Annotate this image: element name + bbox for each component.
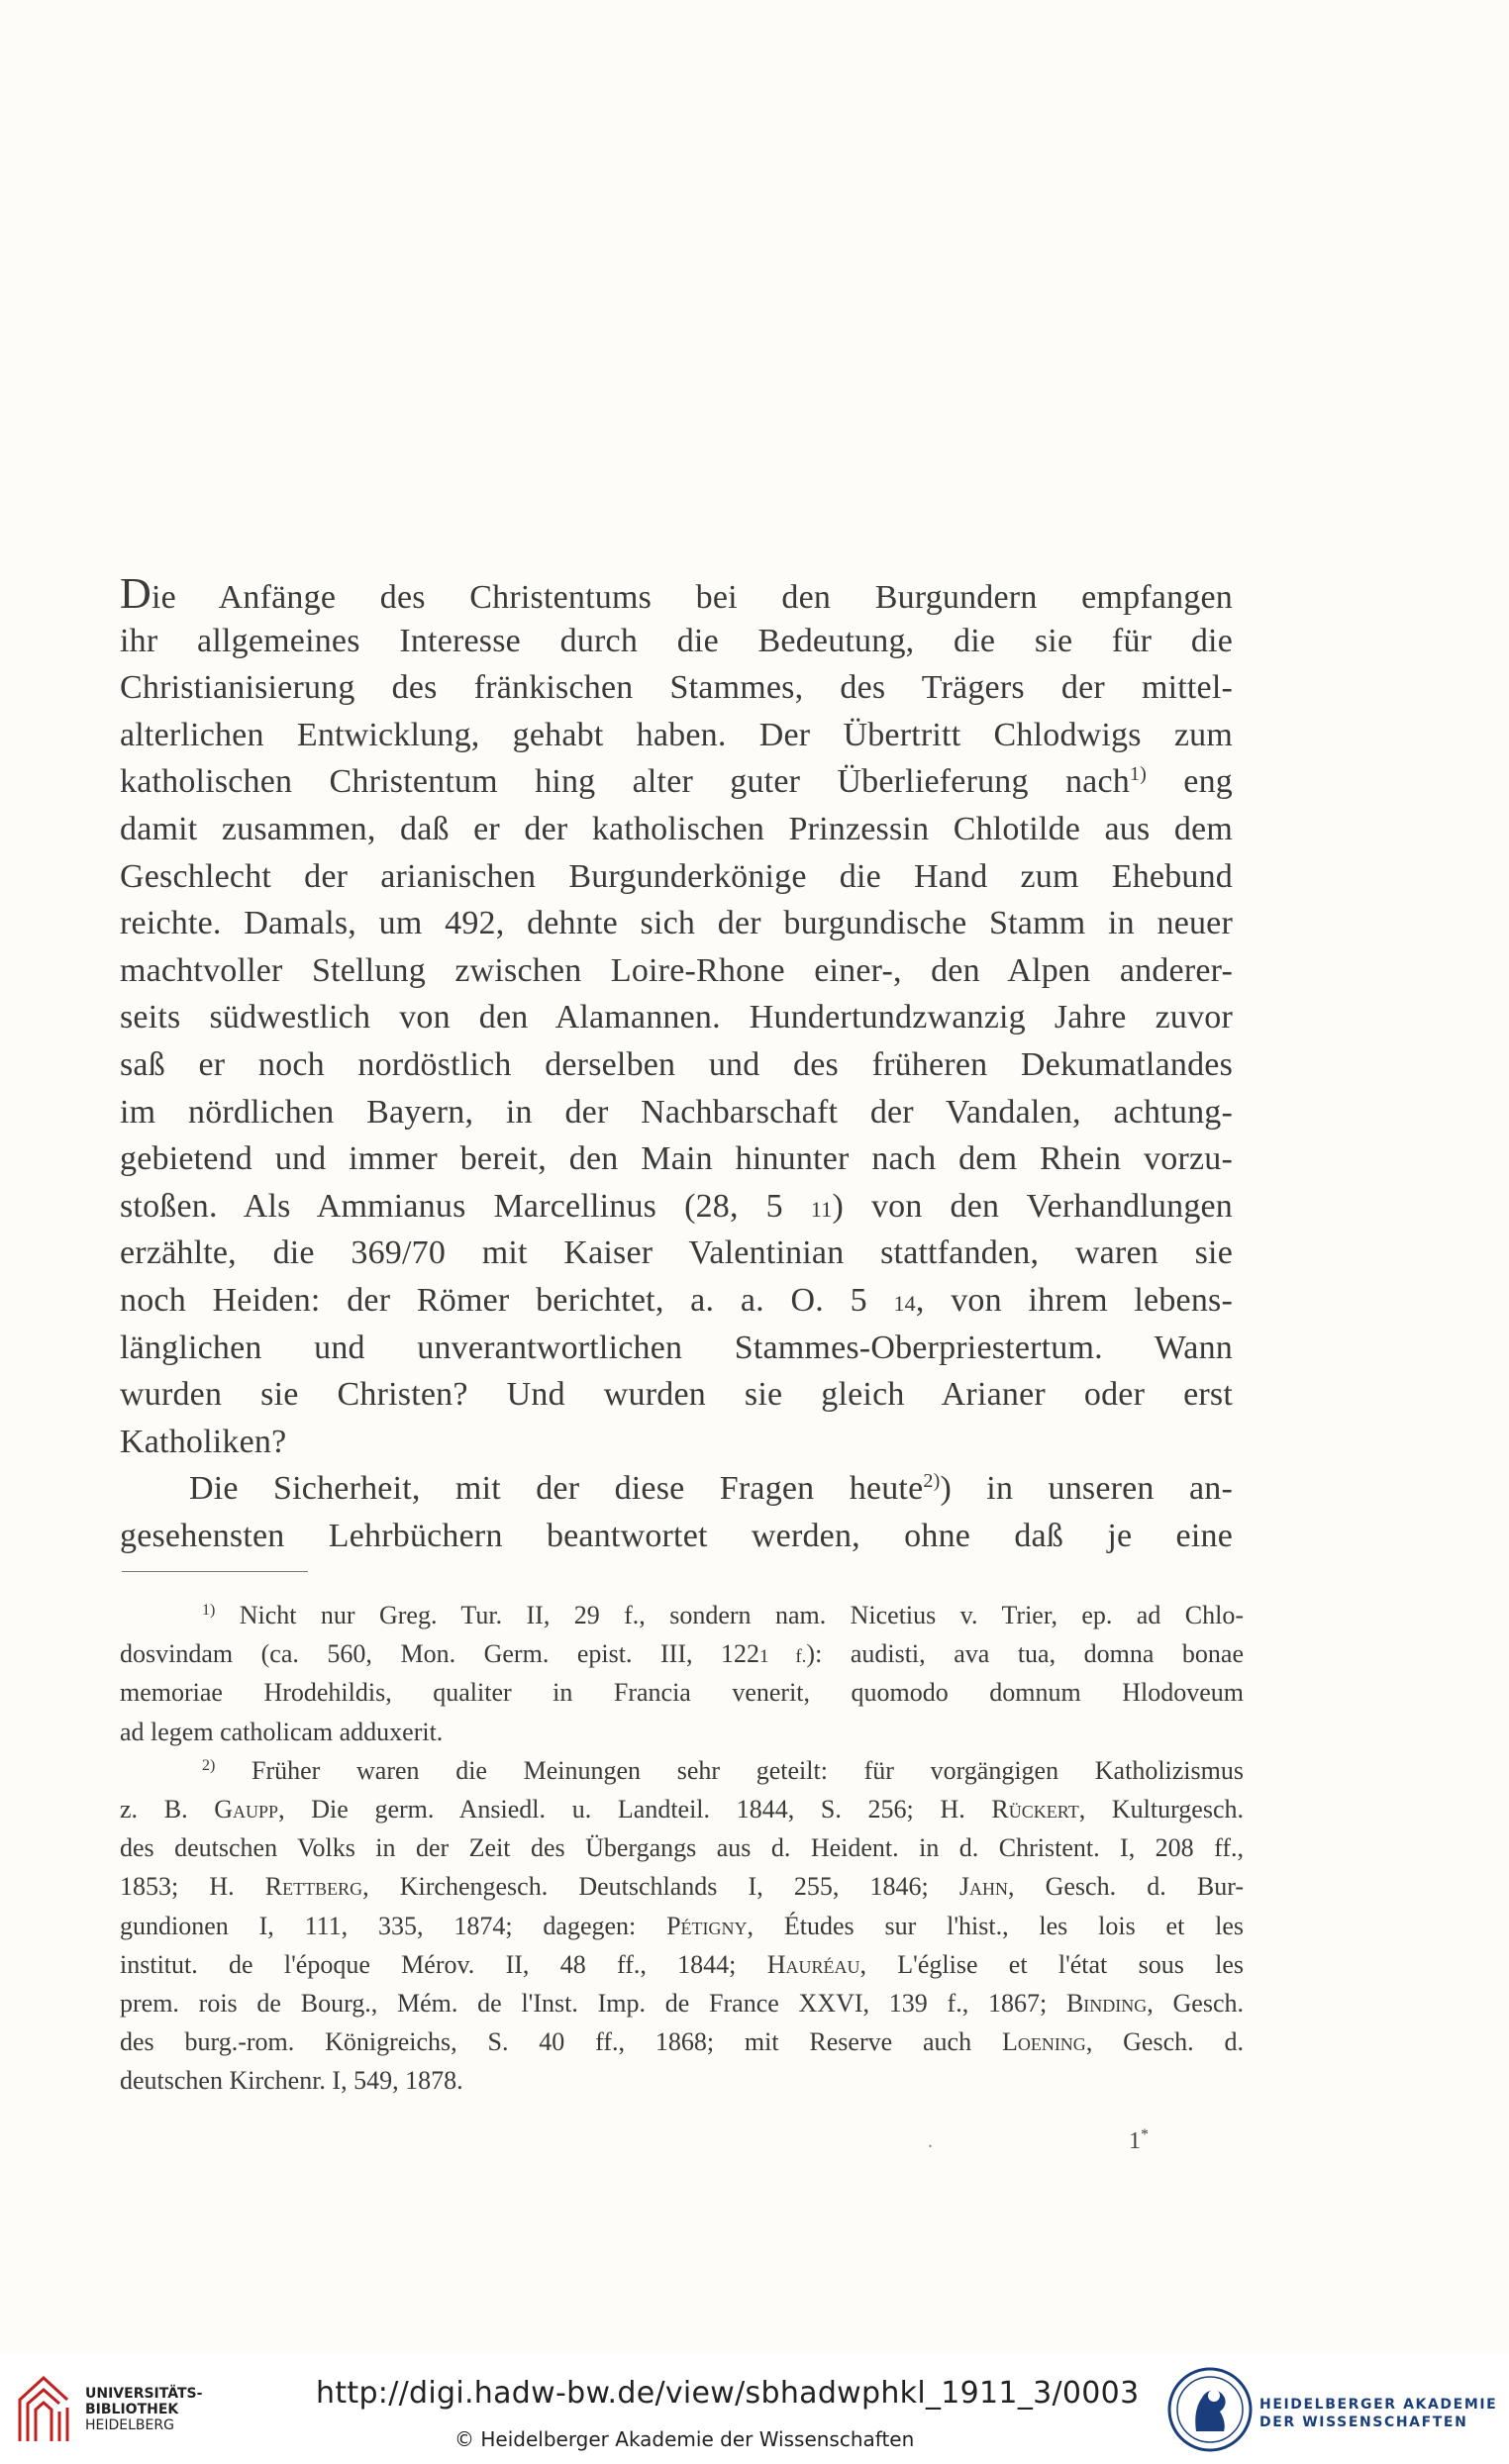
footnotes xyxy=(120,1596,1244,2100)
academy-seal-icon xyxy=(1166,2366,1254,2453)
viewer-footer xyxy=(0,2354,1509,2464)
footnote-line: gundionen I, 111, 335, 1874; dagegen: Pétigny, Études sur l'hist., les lois et les xyxy=(120,1911,1245,1940)
body-line: länglichen und unverantwortlichen Stammes-Oberpriestertum. Wann xyxy=(120,1329,1233,1366)
footnote-line: $^{1)}$ Nicht nur Greg. Tur. II, 29 f., sondern nam. Nicetius v. Trier, ep. ad Chlo- xyxy=(202,1601,1244,1629)
footnote-line: institut. de l'époque Mérov. II, 48 ff., 1844; Hauréau, L'église et l'état sous les xyxy=(120,1949,1245,1979)
footnote-line: des burg.-rom. Königreichs, S. 40 ff., 1868; mit Reserve auch Loening, Gesch. d. xyxy=(120,2027,1244,2057)
footnote-line: $^{2)}$ Früher waren die Meinungen sehr geteilt: für vorgängigen Katholizismus xyxy=(202,1755,1244,1785)
body-line: Katholiken? xyxy=(120,1423,287,1460)
footnote-line: memoriae Hrodehildis, qualiter in Francia venerit, quomodo domnum Hlodoveum xyxy=(120,1678,1244,1708)
footnote-line: deutschen Kirchenr. I, 549, 1878. xyxy=(120,2066,463,2096)
footnote-1-marker: 1) xyxy=(202,1602,216,1619)
body-line: saß er noch nordöstlich derselben und des früheren Dekumatlandes xyxy=(120,1045,1233,1083)
body-line: damit zusammen, daß er der katholischen Prinzessin Chlotilde aus dem xyxy=(120,810,1233,847)
permalink-link[interactable]: http://digi.hadw-bw.de/view/sbhadwphkl_1911_3/0003 xyxy=(316,2376,1140,2411)
ub-heidelberg-wordmark: UNIVERSITÄTS- BIBLIOTHEK HEIDELBERG xyxy=(85,2386,203,2433)
body-text xyxy=(120,570,1233,1559)
body-line: stoßen. Als Ammianus Marcellinus (28, 5 11) von den Verhandlungen xyxy=(120,1187,1234,1225)
body-line: machtvoller Stellung zwischen Loire-Rhone einer-, den Alpen anderer- xyxy=(120,951,1233,989)
footnote-marker-2: 2) xyxy=(923,1470,941,1493)
footnote-line: ad legem catholicam adduxerit. xyxy=(120,1717,444,1746)
body-line: alterlichen Entwicklung, gehabt haben. Der Übertritt Chlodwigs zum xyxy=(120,716,1233,753)
printer-dot: . xyxy=(928,2130,933,2152)
body-line: Christianisierung des fränkischen Stammes, des Trägers der mittel- xyxy=(120,669,1233,707)
copyright-notice: © Heidelberger Akademie der Wissenschaften xyxy=(454,2427,915,2451)
sheet-signature: 1* xyxy=(1129,2126,1149,2154)
footnote-line: dosvindam (ca. 560, Mon. Germ. epist. III, 1221 f.): audisti, ava tua, domna bonae xyxy=(120,1639,1245,1669)
body-line: erzählte, die 369/70 mit Kaiser Valentinian stattfanden, waren sie xyxy=(120,1234,1233,1272)
body-line: wurden sie Christen? Und wurden sie gleich Arianer oder erst xyxy=(120,1376,1233,1414)
body-line: Geschlecht der arianischen Burgunderkönige die Hand zum Ehebund xyxy=(120,857,1233,895)
academy-wordmark: HEIDELBERGER AKADEMIE DER WISSENSCHAFTEN xyxy=(1259,2397,1498,2430)
footnote-line: des deutschen Volks in der Zeit des Übergangs aus d. Heident. in d. Christent. I, 208 ff., xyxy=(120,1833,1244,1863)
footnote-divider xyxy=(122,1571,308,1572)
footnote-line: prem. rois de Bourg., Mém. de l'Inst. Imp. de France XXVI, 139 f., 1867; Binding, Gesch. xyxy=(120,1988,1244,2018)
body-line: Die Anfänge des Christentums bei den Burgundern empfangen xyxy=(120,569,1233,618)
body-line: im nördlichen Bayern, in der Nachbarschaft der Vandalen, achtung- xyxy=(120,1093,1233,1131)
body-line: seits südwestlich von den Alamannen. Hundertundzwanzig Jahre zuvor xyxy=(120,999,1233,1036)
body-line: katholischen Christentum hing alter guter Überlieferung nach$^{1)}$ eng xyxy=(120,763,1233,801)
body-line: gebietend und immer bereit, den Main hinunter nach dem Rhein vorzu- xyxy=(120,1140,1233,1178)
body-line: noch Heiden: der Römer berichtet, a. a. O. 5 14, von ihrem lebens- xyxy=(120,1281,1233,1319)
ub-heidelberg-logo-icon xyxy=(16,2372,73,2445)
footnote-2-marker: 2) xyxy=(202,1756,216,1774)
body-line: reichte. Damals, um 492, dehnte sich der burgundische Stamm in neuer xyxy=(120,905,1233,942)
footnote-marker-1: 1) xyxy=(1129,763,1148,786)
body-line: Die Sicherheit, mit der diese Fragen heute$^{2)}$) in unseren an- xyxy=(189,1470,1233,1508)
body-line: ihr allgemeines Interesse durch die Bedeutung, die sie für die xyxy=(120,622,1233,659)
drop-cap: D xyxy=(120,569,151,618)
body-line: gesehensten Lehrbüchern beantwortet werden, ohne daß je eine xyxy=(120,1517,1233,1554)
footnote-line: z. B. Gaupp, Die germ. Ansiedl. u. Landteil. 1844, S. 256; H. Rückert, Kulturgesch. xyxy=(120,1794,1244,1823)
footnote-line: 1853; H. Rettberg, Kirchengesch. Deutschlands I, 255, 1846; Jahn, Gesch. d. Bur- xyxy=(120,1872,1244,1902)
